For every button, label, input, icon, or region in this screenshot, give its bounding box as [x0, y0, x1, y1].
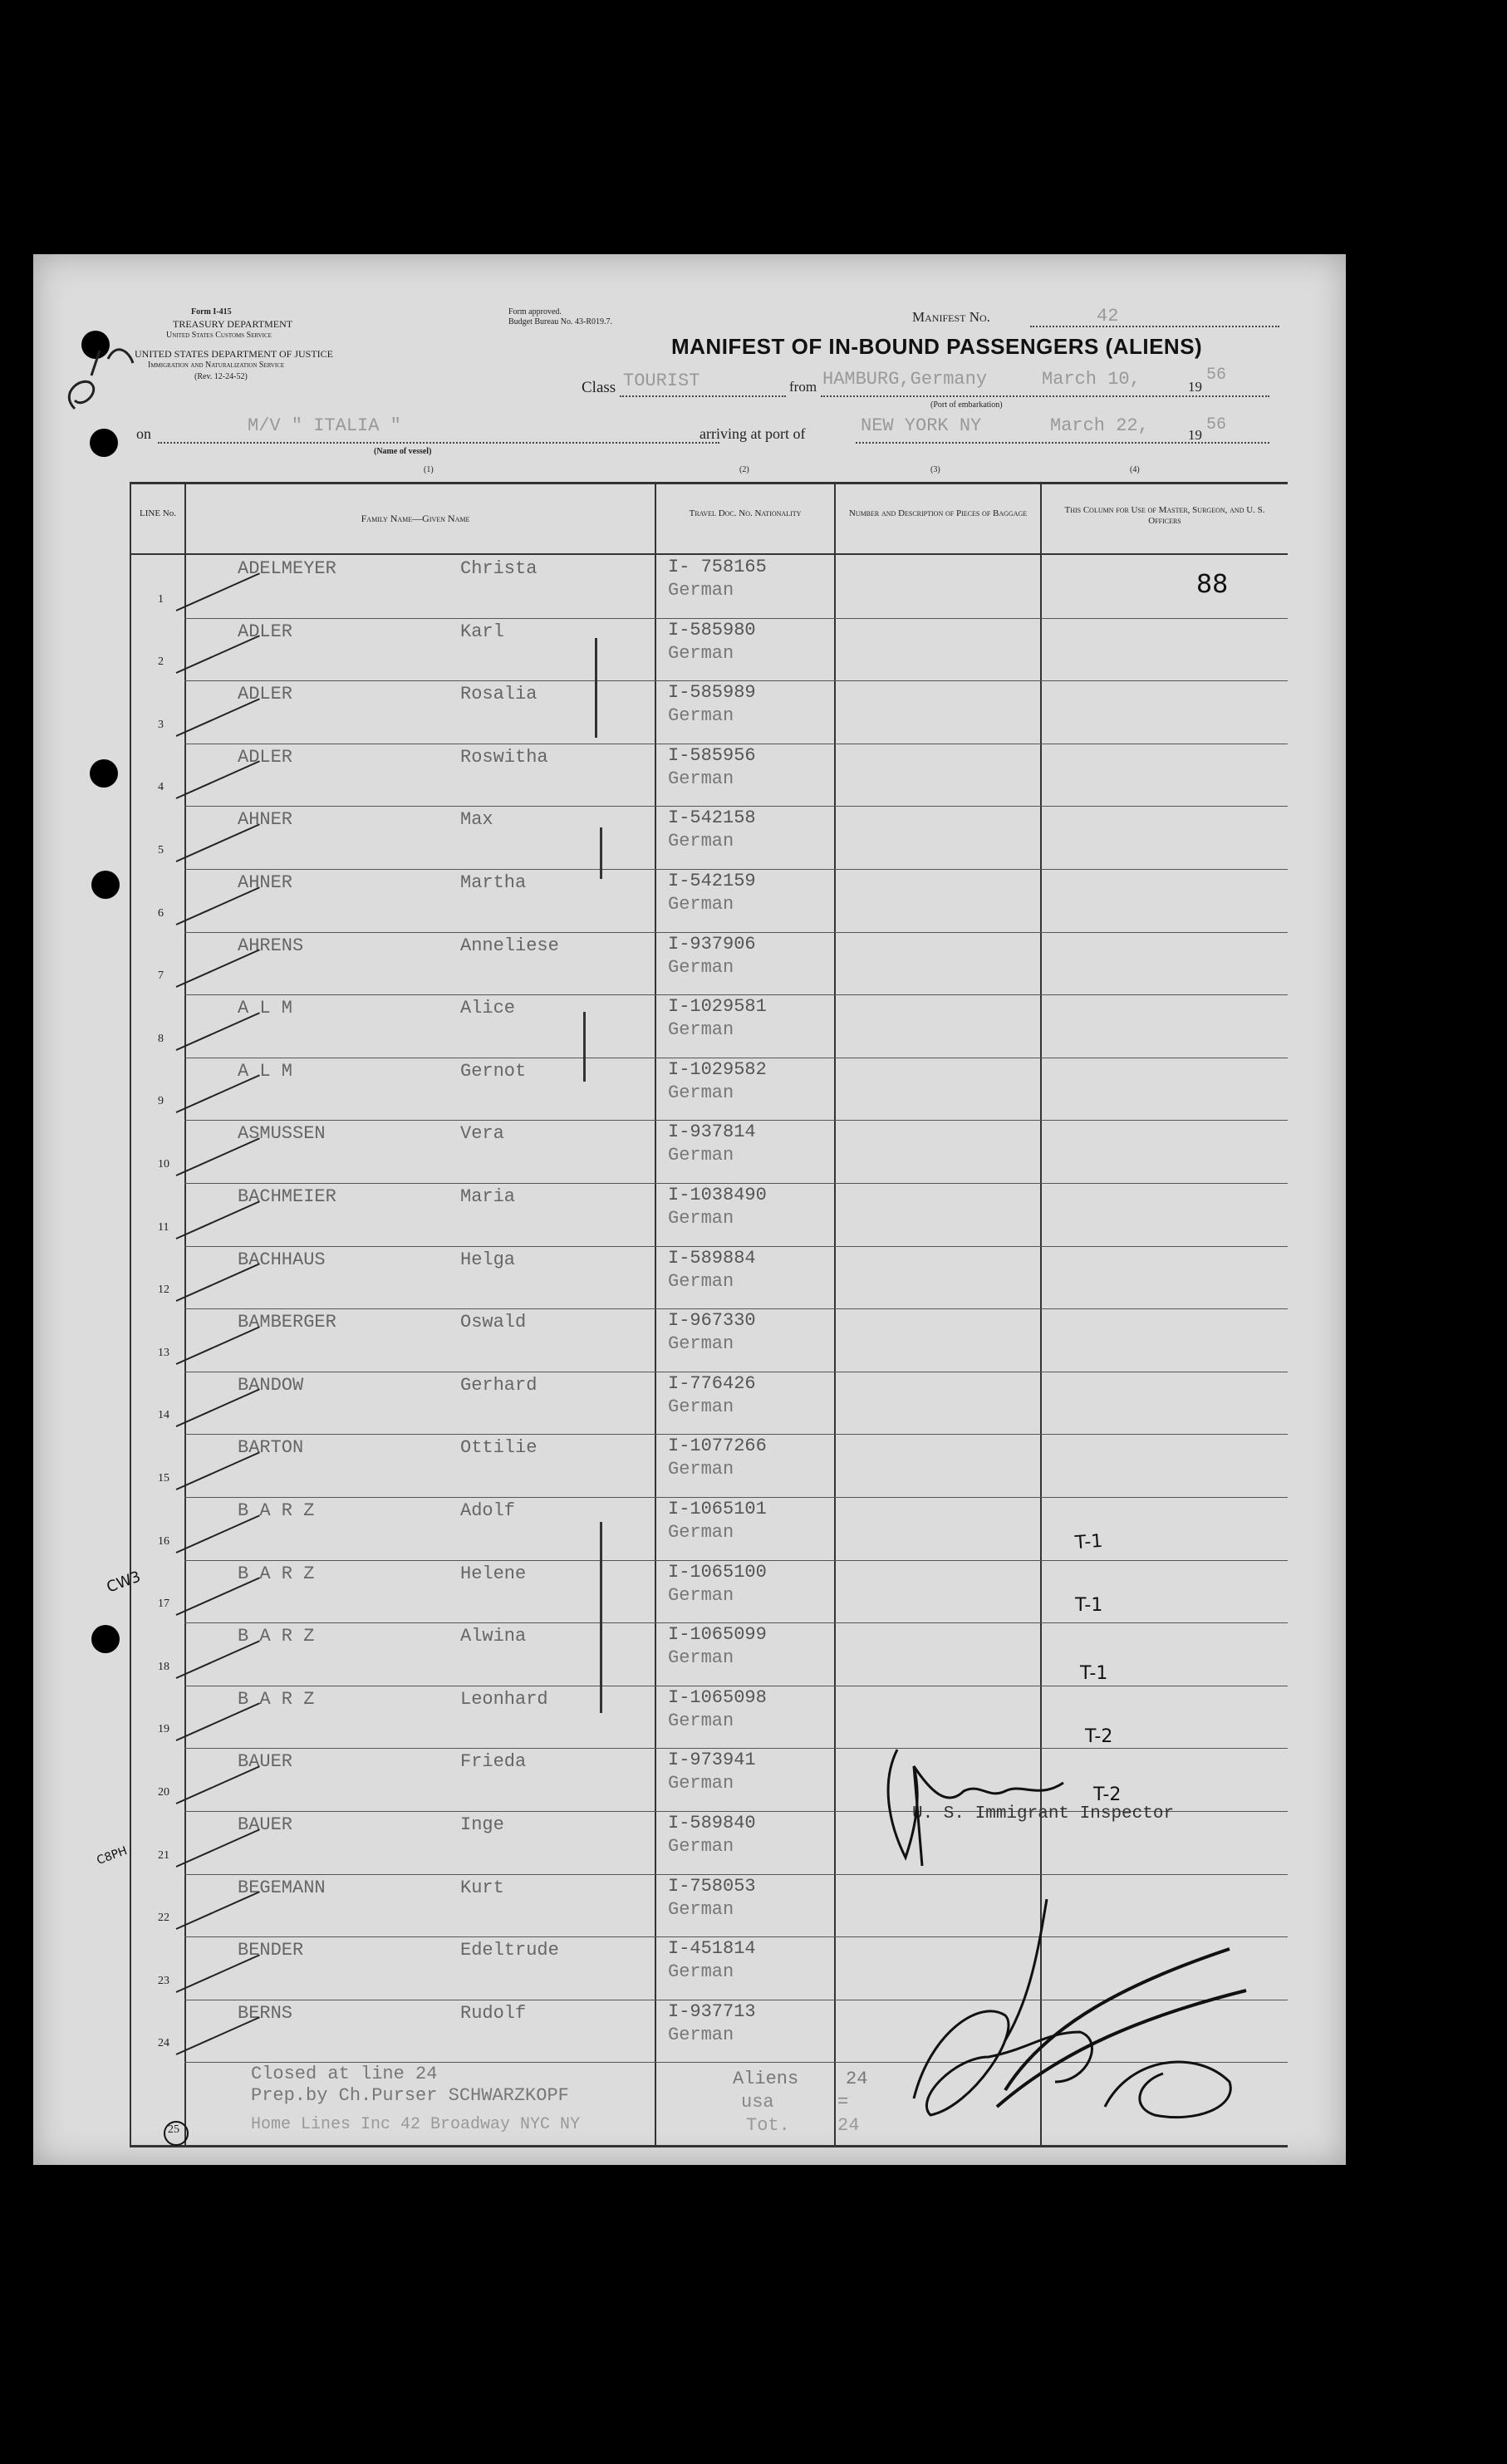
tag-t1-line18: T-1 — [1080, 1663, 1108, 1684]
nationality: German — [668, 1333, 734, 1355]
line-number: 19 — [158, 1723, 169, 1736]
line-number: 5 — [158, 844, 164, 857]
travel-doc-no: I-1077266 — [668, 1436, 767, 1457]
line-number: 18 — [158, 1660, 169, 1673]
aliens-label: Aliens — [733, 2069, 799, 2089]
line-number: 23 — [158, 1974, 169, 1987]
bracket-ahner — [600, 827, 602, 879]
line-number: 16 — [158, 1534, 169, 1548]
nationality: German — [668, 1961, 734, 1983]
travel-doc-no: I-1038490 — [668, 1185, 767, 1205]
punch-hole — [91, 1625, 120, 1653]
line25-circle — [156, 2112, 198, 2153]
header-officers: This Column for Use of Master, Surgeon, and U. S. Officers — [1064, 505, 1265, 526]
line-number: 17 — [158, 1598, 169, 1611]
given-name: Helga — [460, 1249, 516, 1270]
class-value: TOURIST — [623, 371, 700, 391]
customs-service: United States Customs Service — [166, 331, 272, 340]
given-name: Inge — [460, 1814, 504, 1835]
prepared-note: Prep.by Ch.Purser SCHWARZKOPF — [251, 2085, 569, 2106]
line-number: 22 — [158, 1912, 169, 1925]
nationality: German — [668, 1836, 734, 1857]
travel-doc-no: I-1029581 — [668, 996, 767, 1018]
line-number: 14 — [158, 1409, 169, 1422]
line-number: 15 — [158, 1472, 169, 1485]
family-name: BACHMEIER — [238, 1186, 336, 1207]
header-line-no: LINE No. — [140, 508, 176, 518]
given-name: Karl — [460, 621, 504, 642]
line-number: 12 — [158, 1284, 169, 1297]
family-name: A L M — [238, 1060, 293, 1082]
purser-signature-scribble — [881, 1899, 1279, 2148]
travel-doc-no: I-451814 — [668, 1938, 756, 1960]
manifest-no-value: 42 — [1097, 306, 1119, 326]
budget-bureau: Budget Bureau No. 43-R019.7. — [508, 317, 612, 326]
given-name: Gernot — [460, 1060, 527, 1082]
treasury-dept: TREASURY DEPARTMENT — [173, 318, 293, 330]
punch-hole — [90, 759, 118, 788]
line-number: 21 — [158, 1848, 169, 1862]
arriving-label: arriving at port of — [700, 425, 806, 442]
line-number: 3 — [158, 718, 164, 731]
nationality: German — [668, 956, 734, 978]
travel-doc-no: I-937906 — [668, 933, 756, 955]
depart-date: March 10, — [1042, 369, 1141, 390]
line-number: 24 — [158, 2037, 169, 2050]
closed-note: Closed at line 24 — [251, 2064, 438, 2084]
given-name: Adolf — [460, 1500, 516, 1521]
family-name: AHNER — [238, 809, 293, 831]
given-name: Kurt — [460, 1877, 504, 1898]
inspector-stamp: U. S. Immigrant Inspector — [912, 1804, 1175, 1823]
form-approved: Form approved. — [508, 307, 562, 317]
col-num-4: (4) — [1130, 465, 1140, 474]
nationality: German — [668, 1898, 734, 1920]
family-name: BAMBERGER — [238, 1312, 336, 1333]
usa-count: = — [837, 2092, 849, 2113]
travel-doc-no: I-585956 — [668, 744, 756, 766]
tag-t1-line16: T-1 — [1074, 1530, 1104, 1554]
margin-code-c8ph: C8PH — [95, 1844, 130, 1868]
vessel-name: M/V " ITALIA " — [248, 415, 401, 436]
travel-doc-no: I-937814 — [668, 1122, 756, 1143]
nationality: German — [668, 1208, 734, 1229]
bracket-barz — [600, 1522, 602, 1713]
family-name: AHNER — [238, 872, 293, 893]
given-name: Vera — [460, 1123, 504, 1145]
line-number: 6 — [158, 906, 164, 920]
given-name: Helene — [460, 1563, 527, 1584]
family-name: B A R Z — [238, 1688, 315, 1710]
travel-doc-no: I-758053 — [668, 1875, 756, 1897]
agent-note: Home Lines Inc 42 Broadway NYC NY — [251, 2115, 581, 2134]
tag-t1-line17: T-1 — [1075, 1595, 1103, 1616]
nationality: German — [668, 894, 734, 915]
given-name: Anneliese — [460, 935, 559, 956]
line-number: 7 — [158, 969, 164, 983]
bracket-adler — [595, 638, 597, 738]
nationality: German — [668, 580, 734, 601]
col-num-3: (3) — [930, 465, 940, 474]
nationality: German — [668, 1019, 734, 1041]
table-top-rule — [130, 482, 1288, 484]
family-name: B A R Z — [238, 1500, 315, 1521]
family-name: ADLER — [238, 746, 293, 768]
travel-doc-no: I-1065100 — [668, 1561, 767, 1583]
embark-port: HAMBURG,Germany — [822, 369, 988, 390]
inspector-signature — [864, 1733, 1080, 1882]
punch-hole — [91, 871, 120, 899]
header-name: Family Name—Given Name — [361, 513, 470, 524]
travel-doc-no: I-967330 — [668, 1310, 756, 1332]
given-name: Alice — [460, 998, 516, 1019]
arrival-year: 56 — [1206, 415, 1227, 434]
form-number: Form I-415 — [191, 307, 232, 317]
nationality: German — [668, 642, 734, 664]
count-88: 88 — [1196, 570, 1229, 599]
nationality: German — [668, 2024, 734, 2045]
travel-doc-no: I-1065099 — [668, 1624, 767, 1646]
from-line — [821, 395, 1269, 397]
family-name: BAUER — [238, 1751, 293, 1773]
travel-doc-no: I-542159 — [668, 871, 756, 891]
travel-doc-no: I-589840 — [668, 1813, 756, 1833]
margin-scribble-top — [50, 326, 141, 425]
family-name: AHRENS — [238, 935, 304, 956]
family-name: ADELMEYER — [238, 558, 336, 579]
travel-doc-no: I-776426 — [668, 1372, 756, 1394]
travel-doc-no: I-1065101 — [668, 1499, 767, 1519]
line-number: 8 — [158, 1032, 164, 1045]
line-number: 10 — [158, 1158, 169, 1171]
given-name: Oswald — [460, 1312, 527, 1333]
travel-doc-no: I-973941 — [668, 1750, 756, 1771]
line-number-25: 25 — [168, 2123, 179, 2136]
line-number: 2 — [158, 655, 164, 669]
given-name: Maria — [460, 1186, 516, 1207]
from-label: from — [789, 379, 817, 395]
travel-doc-no: I-937713 — [668, 2000, 756, 2022]
family-name: ADLER — [238, 621, 293, 642]
family-name: BAUER — [238, 1814, 293, 1835]
family-name: BENDER — [238, 1940, 304, 1961]
col-num-1: (1) — [424, 465, 434, 474]
family-name: B A R Z — [238, 1563, 315, 1584]
nationality: German — [668, 768, 734, 789]
travel-doc-no: I- 758165 — [668, 557, 767, 577]
line-number: 13 — [158, 1346, 169, 1359]
nationality: German — [668, 1270, 734, 1292]
bracket-alm — [583, 1012, 586, 1082]
tag-t2-line19: T-2 — [1085, 1726, 1113, 1747]
manifest-no-line — [1030, 326, 1279, 327]
aliens-count: 24 — [846, 2069, 868, 2089]
given-name: Ottilie — [460, 1437, 538, 1459]
header-baggage: Number and Description of Pieces of Baggage — [848, 508, 1028, 518]
justice-dept: UNITED STATES DEPARTMENT OF JUSTICE — [135, 348, 334, 360]
arrival-port: NEW YORK NY — [861, 415, 982, 436]
family-name: BERNS — [238, 2002, 293, 2024]
travel-doc-no: I-589884 — [668, 1247, 756, 1269]
arrival-year-prefix: 19 — [1188, 427, 1202, 443]
port-caption: (Port of embarkation) — [930, 400, 1003, 410]
header-travel-doc: Travel Doc. No. Nationality — [689, 508, 802, 518]
nationality: German — [668, 1459, 734, 1480]
nationality: German — [668, 1647, 734, 1669]
nationality: German — [668, 831, 734, 852]
given-name: Roswitha — [460, 746, 548, 768]
given-name: Gerhard — [460, 1374, 538, 1396]
on-label: on — [136, 425, 151, 442]
line-number: 9 — [158, 1095, 164, 1108]
travel-doc-no: I-1029582 — [668, 1058, 767, 1080]
manifest-no-label: Manifest No. — [912, 309, 990, 325]
manifest-title: MANIFEST OF IN-BOUND PASSENGERS (ALIENS) — [671, 334, 1203, 359]
given-name: Christa — [460, 558, 538, 579]
nationality: German — [668, 1145, 734, 1166]
class-label: Class — [582, 379, 616, 396]
given-name: Frieda — [460, 1751, 527, 1773]
family-name: ADLER — [238, 684, 293, 705]
tag-t2-line20: T-2 — [1093, 1784, 1122, 1805]
given-name: Edeltrude — [460, 1940, 559, 1961]
punch-hole — [90, 429, 118, 457]
nationality: German — [668, 1522, 734, 1543]
travel-doc-no: I-1065098 — [668, 1686, 767, 1708]
family-name: ASMUSSEN — [238, 1123, 326, 1145]
nationality: German — [668, 1584, 734, 1606]
given-name: Rudolf — [460, 2002, 527, 2024]
family-name: BARTON — [238, 1437, 304, 1459]
margin-code-cw3: CW3 — [104, 1568, 144, 1597]
immigration-service: Immigration and Naturalization Service — [148, 361, 285, 370]
given-name: Leonhard — [460, 1688, 548, 1710]
family-name: BANDOW — [238, 1374, 304, 1396]
family-name: BEGEMANN — [238, 1877, 326, 1898]
vessel-line — [158, 442, 719, 444]
nationality: German — [668, 705, 734, 727]
family-name: B A R Z — [238, 1626, 315, 1647]
nationality: German — [668, 1082, 734, 1103]
depart-year: 56 — [1206, 366, 1227, 385]
line-number: 4 — [158, 781, 164, 794]
total-count: 24 — [837, 2115, 860, 2136]
manifest-sheet — [33, 254, 1346, 2165]
given-name: Max — [460, 809, 493, 831]
line-number: 20 — [158, 1786, 169, 1799]
depart-year-prefix: 19 — [1188, 379, 1202, 395]
class-line — [620, 395, 786, 397]
given-name: Rosalia — [460, 684, 538, 705]
travel-doc-no: I-585980 — [668, 619, 756, 641]
nationality: German — [668, 1396, 734, 1417]
travel-doc-no: I-585989 — [668, 682, 756, 704]
nationality: German — [668, 1710, 734, 1731]
given-name: Martha — [460, 872, 527, 893]
col-num-2: (2) — [739, 465, 749, 474]
travel-doc-no: I-542158 — [668, 807, 756, 829]
family-name: BACHHAUS — [238, 1249, 326, 1270]
arrival-line — [856, 442, 1269, 444]
vessel-caption: (Name of vessel) — [374, 447, 432, 456]
given-name: Alwina — [460, 1626, 527, 1647]
arrival-date: March 22, — [1050, 415, 1149, 436]
family-name: A L M — [238, 998, 293, 1019]
line-number: 1 — [158, 592, 164, 606]
line-number: 11 — [158, 1220, 169, 1234]
total-label: Tot. — [746, 2115, 790, 2136]
usa-label: usa — [741, 2092, 774, 2113]
form-revision: (Rev. 12-24-52) — [194, 372, 248, 381]
nationality: German — [668, 1773, 734, 1794]
